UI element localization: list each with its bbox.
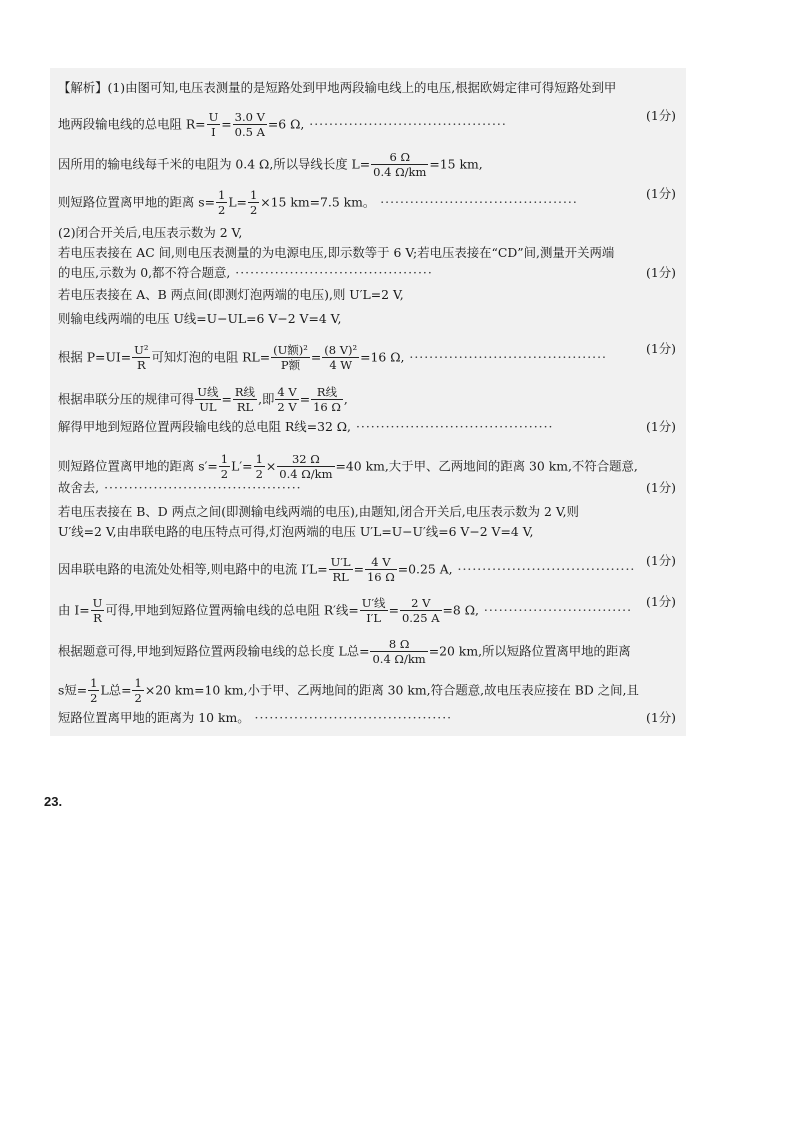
denominator: P额 bbox=[280, 358, 301, 373]
line-text: ×20 km=10 km,小于甲、乙两地间的距离 30 km,符合题意,故电压表应接在 BD 之间,且 bbox=[144, 682, 639, 698]
numerator: (U额)² bbox=[273, 343, 308, 357]
solution-line bbox=[58, 150, 483, 180]
solution-line bbox=[58, 289, 404, 301]
line-text: =0.25 A, bbox=[397, 561, 453, 577]
denominator: RL bbox=[332, 570, 349, 585]
denominator: 2 bbox=[90, 691, 98, 706]
line-text: =20 km,所以短路位置离甲地的距离 bbox=[428, 643, 631, 659]
solution-line bbox=[58, 596, 632, 626]
solution-line bbox=[58, 637, 631, 667]
line-text: 【解析】(1)由图可知,电压表测量的是短路处到甲地两段输电线上的电压,根据欧姆定律可得短路处到甲 bbox=[58, 80, 617, 95]
solution-line bbox=[58, 267, 433, 279]
line-text: 故舍去, bbox=[58, 480, 100, 495]
numerator: 32 Ω bbox=[277, 452, 334, 467]
line-text: 根据串联分压的规律可得 bbox=[58, 391, 195, 407]
solution-line bbox=[58, 385, 348, 415]
line-text: , bbox=[343, 391, 348, 407]
denominator: 16 Ω bbox=[313, 400, 341, 415]
numerator: U′L bbox=[330, 555, 351, 569]
solution-line bbox=[58, 712, 452, 724]
denominator: 2 bbox=[134, 691, 142, 706]
line-text: ×15 km=7.5 km。 bbox=[260, 194, 376, 210]
fraction bbox=[277, 452, 334, 482]
fraction bbox=[91, 596, 105, 626]
line-text: = bbox=[388, 602, 399, 618]
denominator: 0.4 Ω/km bbox=[372, 652, 426, 667]
dot-leader: ········································ bbox=[404, 349, 607, 365]
denominator: 2 bbox=[249, 203, 258, 218]
fraction bbox=[233, 385, 257, 415]
line-text: 地两段输电线的总电阻 R= bbox=[58, 116, 206, 132]
fraction bbox=[275, 385, 298, 415]
line-text: =8 Ω, bbox=[442, 602, 479, 618]
dot-leader: ········································ bbox=[304, 116, 507, 132]
score-points: (1分) bbox=[646, 594, 676, 609]
fraction bbox=[216, 188, 227, 218]
line-text: = bbox=[221, 116, 232, 132]
denominator: 0.25 A bbox=[401, 611, 440, 626]
fraction bbox=[207, 110, 221, 140]
numerator: R线 bbox=[311, 385, 343, 400]
denominator: 0.4 Ω/km bbox=[279, 467, 333, 482]
numerator: (8 V)² bbox=[324, 343, 358, 357]
numerator: U′线 bbox=[361, 596, 386, 610]
line-text: 若电压表接在 AC 间,则电压表测量的为电源电压,即示数等于 6 V;若电压表接在“CD”间,测量开关两端 bbox=[58, 245, 615, 260]
denominator: R bbox=[93, 611, 102, 626]
line-text: 可知灯泡的电阻 RL= bbox=[151, 349, 271, 365]
numerator: U线 bbox=[197, 385, 219, 399]
denominator: 0.5 A bbox=[234, 125, 265, 140]
denominator: 2 bbox=[255, 467, 263, 482]
dot-leader: ········································ bbox=[351, 419, 554, 434]
fraction bbox=[248, 188, 259, 218]
question-number: 23. bbox=[44, 794, 63, 809]
numerator: 1 bbox=[217, 188, 226, 202]
line-text: = bbox=[221, 391, 232, 407]
numerator: 2 V bbox=[400, 596, 442, 611]
fraction bbox=[233, 110, 267, 140]
fraction bbox=[311, 385, 343, 415]
line-text: (2)闭合开关后,电压表示数为 2 V, bbox=[58, 225, 243, 240]
line-text: 则短路位置离甲地的距离 s′= bbox=[58, 458, 218, 474]
fraction bbox=[322, 343, 359, 373]
numerator: 6 Ω bbox=[371, 150, 428, 165]
score-points: (1分) bbox=[646, 480, 676, 495]
dot-leader: ········································ bbox=[375, 194, 578, 210]
line-text: =40 km,大于甲、乙两地间的距离 30 km,不符合题意, bbox=[335, 458, 638, 474]
score-points: (1分) bbox=[646, 265, 676, 280]
fraction bbox=[271, 343, 310, 373]
fraction bbox=[371, 150, 428, 180]
denominator: I′L bbox=[366, 611, 382, 626]
fraction bbox=[400, 596, 442, 626]
denominator: 2 bbox=[220, 467, 229, 482]
numerator: 8 Ω bbox=[370, 637, 427, 652]
solution-line bbox=[58, 482, 302, 494]
solution-line bbox=[58, 506, 579, 518]
line-text: 则输电线两端的电压 U线=U−UL=6 V−2 V=4 V, bbox=[58, 311, 342, 326]
denominator: RL bbox=[236, 400, 254, 415]
solution-line bbox=[58, 555, 635, 585]
fraction bbox=[195, 385, 220, 415]
line-text: =15 km, bbox=[429, 156, 483, 172]
line-text: 解得甲地到短路位置两段输电线的总电阻 R线=32 Ω, bbox=[58, 419, 351, 434]
line-text: 短路位置离甲地的距离为 10 km。 bbox=[58, 710, 250, 725]
line-text: 则短路位置离甲地的距离 s= bbox=[58, 194, 215, 210]
numerator: R线 bbox=[234, 385, 256, 399]
solution-line bbox=[58, 452, 638, 482]
solution-line bbox=[58, 421, 553, 433]
line-text: 因所用的输电线每千米的电阻为 0.4 Ω,所以导线长度 L= bbox=[58, 156, 371, 172]
line-text: 根据 P=UI= bbox=[58, 349, 132, 365]
dot-leader: ···································· bbox=[452, 561, 636, 577]
fraction bbox=[219, 452, 230, 482]
line-text: 可得,甲地到短路位置两输电线的总电阻 R′线= bbox=[105, 602, 359, 618]
solution-line bbox=[58, 188, 578, 218]
dot-leader: ········································ bbox=[230, 265, 433, 280]
fraction bbox=[132, 676, 143, 706]
denominator: I bbox=[211, 125, 216, 140]
score-points: (1分) bbox=[646, 341, 676, 356]
solution-line bbox=[58, 110, 507, 140]
numerator: 4 V bbox=[277, 385, 297, 399]
denominator: 0.4 Ω/km bbox=[373, 165, 427, 180]
denominator: 16 Ω bbox=[366, 570, 395, 585]
score-points: (1分) bbox=[646, 419, 676, 434]
line-text: ,即 bbox=[258, 391, 275, 407]
solution-line bbox=[58, 313, 341, 325]
numerator: 1 bbox=[255, 452, 263, 466]
denominator: R bbox=[136, 358, 146, 373]
score-points: (1分) bbox=[646, 553, 676, 568]
fraction bbox=[254, 452, 265, 482]
denominator: 4 W bbox=[329, 358, 353, 373]
line-text: × bbox=[265, 458, 277, 474]
line-text: =16 Ω, bbox=[360, 349, 405, 365]
line-text: L= bbox=[228, 194, 247, 210]
solution-line bbox=[58, 82, 616, 94]
line-text: 由 I= bbox=[58, 602, 90, 618]
line-text: 若电压表接在 B、D 两点之间(即测输电线两端的电压),由题知,闭合开关后,电压表示数为 2 V,则 bbox=[58, 504, 579, 519]
fraction bbox=[365, 555, 397, 585]
line-text: 若电压表接在 A、B 两点间(即测灯泡两端的电压),则 U′L=2 V, bbox=[58, 287, 404, 302]
numerator: 1 bbox=[220, 452, 229, 466]
fraction bbox=[88, 676, 99, 706]
line-text: 因串联电路的电流处处相等,则电路中的电流 I′L= bbox=[58, 561, 328, 577]
solution-line bbox=[58, 526, 533, 538]
score-points: (1分) bbox=[646, 108, 676, 123]
fraction bbox=[329, 555, 353, 585]
line-text: = bbox=[299, 391, 311, 407]
solution-line bbox=[58, 676, 639, 706]
line-text: 的电压,示数为 0,都不符合题意, bbox=[58, 265, 231, 280]
line-text: = bbox=[310, 349, 322, 365]
denominator: 2 V bbox=[277, 400, 297, 415]
numerator: U bbox=[92, 596, 103, 610]
solution-line bbox=[58, 343, 607, 373]
score-points: (1分) bbox=[646, 710, 676, 725]
numerator: U bbox=[208, 110, 219, 124]
line-text: L总= bbox=[100, 682, 132, 698]
line-text: L′= bbox=[231, 458, 253, 474]
score-points: (1分) bbox=[646, 186, 676, 201]
numerator: 4 V bbox=[365, 555, 397, 570]
fraction bbox=[132, 343, 150, 373]
dot-leader: ········································ bbox=[99, 480, 302, 495]
fraction bbox=[370, 637, 427, 667]
denominator: UL bbox=[199, 400, 217, 415]
numerator: 1 bbox=[249, 188, 258, 202]
line-text: = bbox=[353, 561, 364, 577]
numerator: 1 bbox=[90, 676, 98, 690]
fraction bbox=[360, 596, 388, 626]
line-text: s短= bbox=[58, 682, 88, 698]
line-text: =6 Ω, bbox=[267, 116, 305, 132]
dot-leader: ······························ bbox=[478, 602, 633, 618]
dot-leader: ········································ bbox=[249, 710, 453, 725]
numerator: 3.0 V bbox=[234, 110, 265, 124]
solution-line bbox=[58, 247, 614, 259]
numerator: 1 bbox=[134, 676, 142, 690]
denominator: 2 bbox=[217, 203, 226, 218]
line-text: U′线=2 V,由串联电路的电压特点可得,灯泡两端的电压 U′L=U−U′线=6 V−2 V=4 V, bbox=[58, 524, 534, 539]
numerator: U² bbox=[134, 343, 149, 357]
line-text: 根据题意可得,甲地到短路位置两段输电线的总长度 L总= bbox=[58, 643, 370, 659]
solution-line bbox=[58, 227, 242, 239]
